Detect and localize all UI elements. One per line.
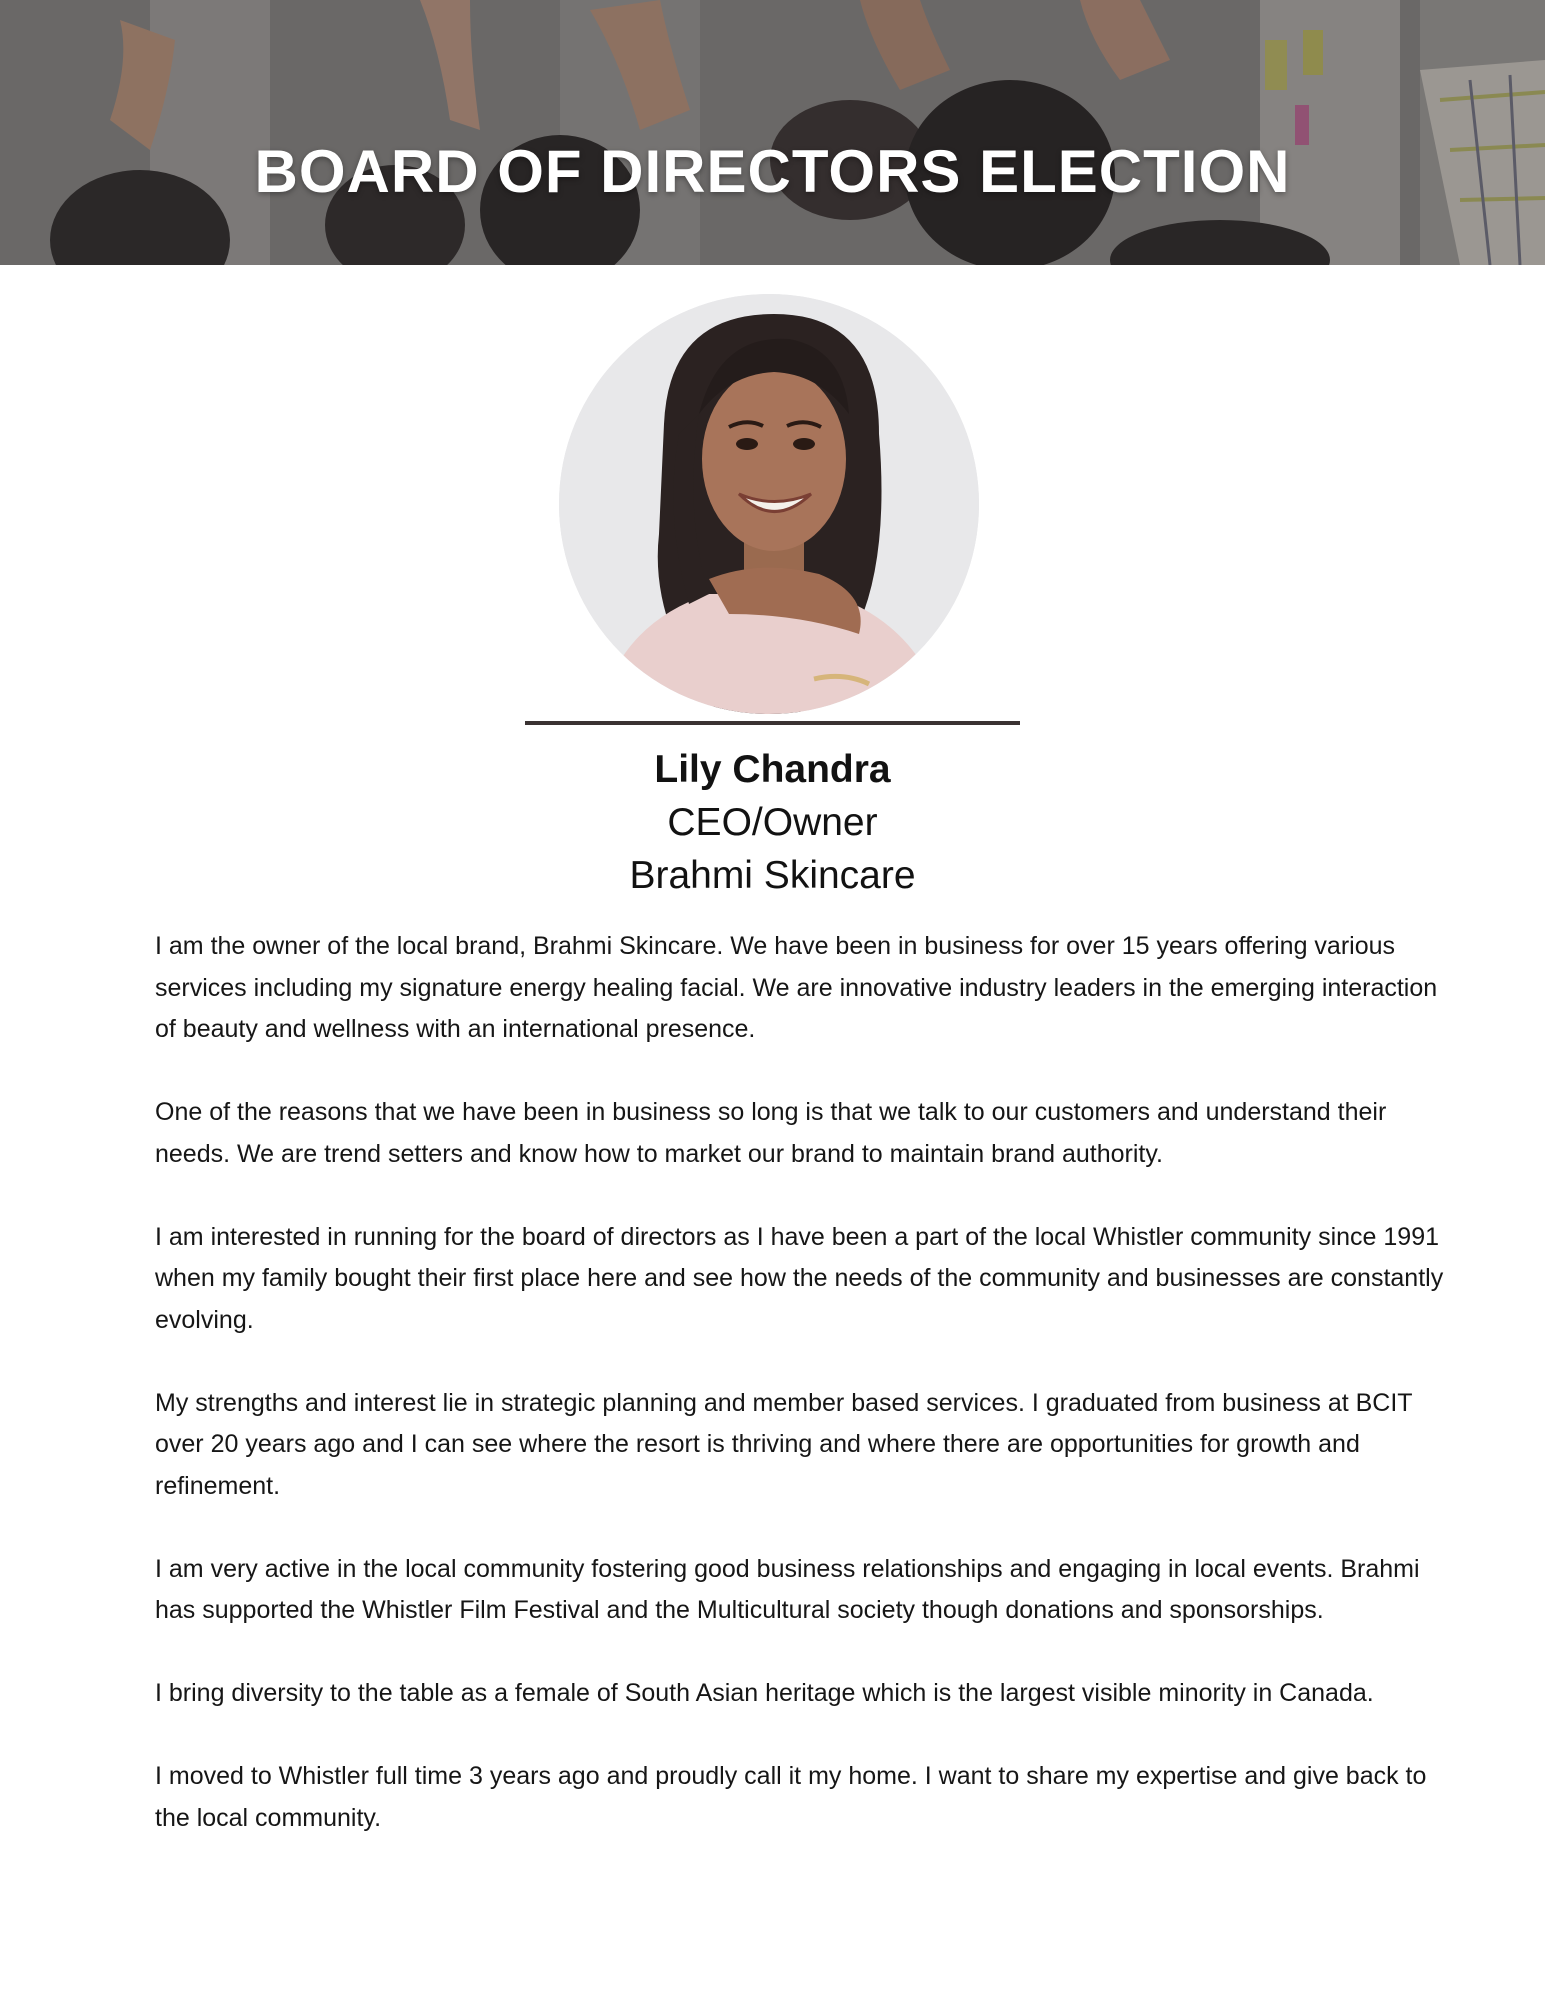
- statement-paragraph: I am very active in the local community fostering good business relationships and engaging in local events. Brahmi has supported the Whistler Film Festival and the Multicultural society though donations and sponsorships.: [155, 1554, 1420, 1625]
- candidate-role: CEO/Owner: [667, 801, 878, 844]
- banner-overlay: [0, 0, 1545, 265]
- candidate-name: Lily Chandra: [654, 748, 891, 791]
- candidate-statement: [155, 926, 1445, 1880]
- statement-paragraph: I am the owner of the local brand, Brahmi Skincare. We have been in business for over 15 years offering various services including my signature energy healing facial. We are innovative industry leaders in the emerging interaction of beauty and wellness with an international presence.: [155, 932, 1438, 1044]
- name-divider: [525, 721, 1020, 725]
- candidate-company: Brahmi Skincare: [629, 854, 916, 897]
- statement-paragraph: I am interested in running for the board of directors as I have been a part of the local Whistler community since 1991 when my family bought their first place here and see how the needs of the community and businesses are constantly evolving.: [155, 1222, 1444, 1334]
- statement-paragraph: My strengths and interest lie in strategic planning and member based services. I graduated from business at BCIT over 20 years ago and I can see where the resort is thriving and where there are opportunities for growth and refinement.: [155, 1388, 1413, 1501]
- statement-paragraph: I moved to Whistler full time 3 years ago and proudly call it my home. I want to share my expertise and give back to the local community.: [155, 1761, 1427, 1832]
- page-title: BOARD OF DIRECTORS ELECTION: [254, 138, 1291, 205]
- statement-paragraph: I bring diversity to the table as a female of South Asian heritage which is the largest visible minority in Canada.: [155, 1679, 1374, 1708]
- candidate-info: [0, 744, 1545, 902]
- statement-paragraph: One of the reasons that we have been in business so long is that we talk to our customers and understand their needs. We are trend setters and know how to market our brand to maintain brand authority.: [155, 1098, 1387, 1168]
- header-banner: [0, 0, 1545, 265]
- candidate-photo: [559, 294, 979, 714]
